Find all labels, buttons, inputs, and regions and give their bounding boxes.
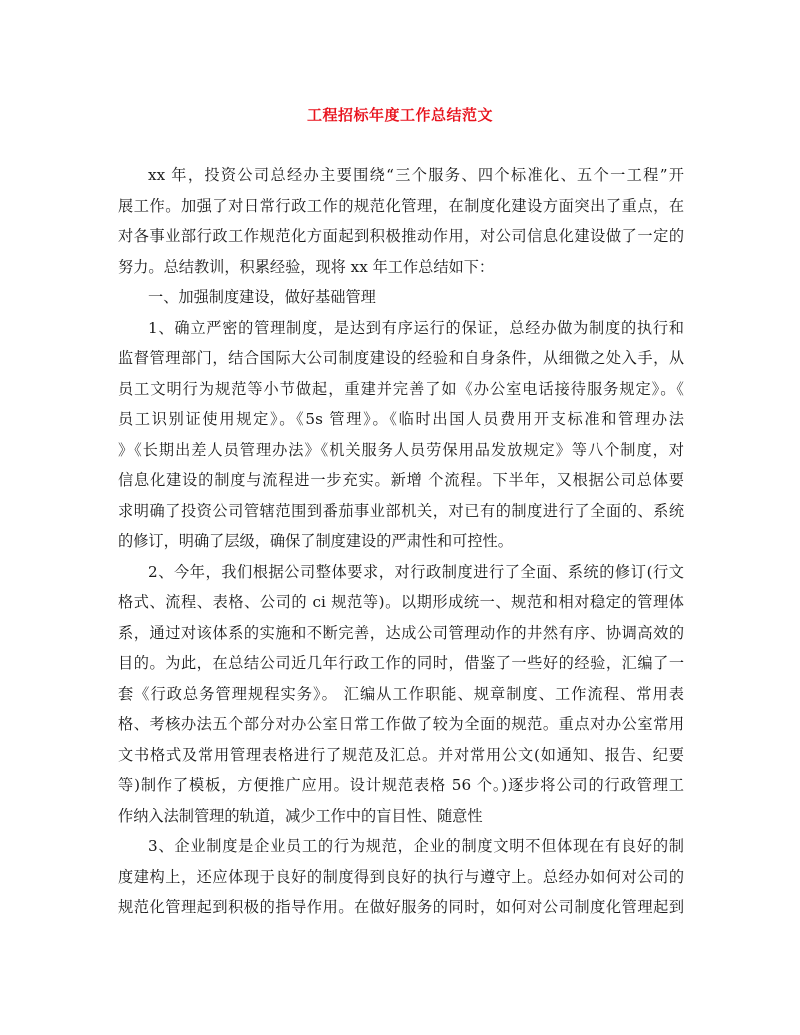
text-line: 员工文明行为规范等小节做起，重建并完善了如《办公室电话接待服务规定》。《 [118, 379, 684, 398]
text-line: xx 年，投资公司总经办主要围绕“三个服务、四个标准化、五个一工程”开 [148, 166, 684, 184]
text-line: 1、确立严密的管理制度，是达到有序运行的保证，总经办做为制度的执行和 [148, 318, 684, 337]
text-line: 格式、流程、表格、公司的 ci 规范等)。以期形成统一、规范和相对稳定的管理体 [118, 593, 684, 611]
text-line: 信息化建设的制度与流程进一步充实。新增 个流程。下半年，又根据公司总体要 [118, 471, 684, 489]
text-line: 》《长期出差人员管理办法》《机关服务人员劳保用品发放规定》等八个制度，对 [118, 440, 684, 459]
text-line: 格、考核办法五个部分对办公室日常工作做了较为全面的规范。重点对办公室常用 [118, 715, 684, 733]
text-line: 监督管理部门，结合国际大公司制度建设的经验和自身条件，从细微之处入手，从 [118, 349, 684, 367]
text-line: 目的。为此，在总结公司近几年行政工作的同时，借鉴了一些好的经验，汇编了一 [118, 654, 684, 672]
text-line: 作纳入法制管理的轨道，减少工作中的盲目性、随意性 [118, 806, 483, 825]
text-line: 2、今年，我们根据公司整体要求，对行政制度进行了全面、系统的修订(行文 [148, 562, 684, 581]
text-line: 等)制作了模板，方便推广应用。设计规范表格 56 个。)逐步将公司的行政管理工 [118, 776, 684, 794]
text-line: 系，通过对该体系的实施和不断完善，达成公司管理动作的井然有序、协调高效的 [118, 623, 684, 642]
text-line: 展工作。加强了对日常行政工作的规范化管理，在制度化建设方面突出了重点，在 [118, 196, 684, 215]
document-title: 工程招标年度工作总结范文 [306, 106, 493, 124]
text-line: 员工识别证使用规定》。《5s 管理》。《临时出国人员费用开支标准和管理办法 [118, 410, 684, 428]
text-line: 文书格式及常用管理表格进行了规范及汇总。并对常用公文(如通知、报告、纪要 [118, 745, 684, 764]
text-line: 求明确了投资公司管辖范围到番茄事业部机关，对已有的制度进行了全面的、系统 [118, 501, 684, 520]
text-line: 套《行政总务管理规程实务》。 汇编从工作职能、规章制度、工作流程、常用表 [118, 684, 684, 703]
text-line: 对各事业部行政工作规范化方面起到积极推动作用，对公司信息化建设做了一定的 [118, 227, 684, 245]
text-line: 3、企业制度是企业员工的行为规范，企业的制度文明不但体现在有良好的制 [148, 837, 684, 855]
document-body [118, 160, 684, 923]
text-line: 努力。总结教训，积累经验，现将 xx 年工作总结如下： [118, 257, 495, 276]
text-line: 规范化管理起到积极的指导作用。在做好服务的同时，如何对公司制度化管理起到 [118, 898, 684, 916]
text-line: 一、加强制度建设，做好基础管理 [148, 288, 376, 306]
text-line: 度建构上，还应体现于良好的制度得到良好的执行与遵守上。总经办如何对公司的 [118, 867, 684, 886]
text-line: 的修订，明确了层级，确保了制度建设的严肃性和可控性。 [118, 532, 513, 550]
